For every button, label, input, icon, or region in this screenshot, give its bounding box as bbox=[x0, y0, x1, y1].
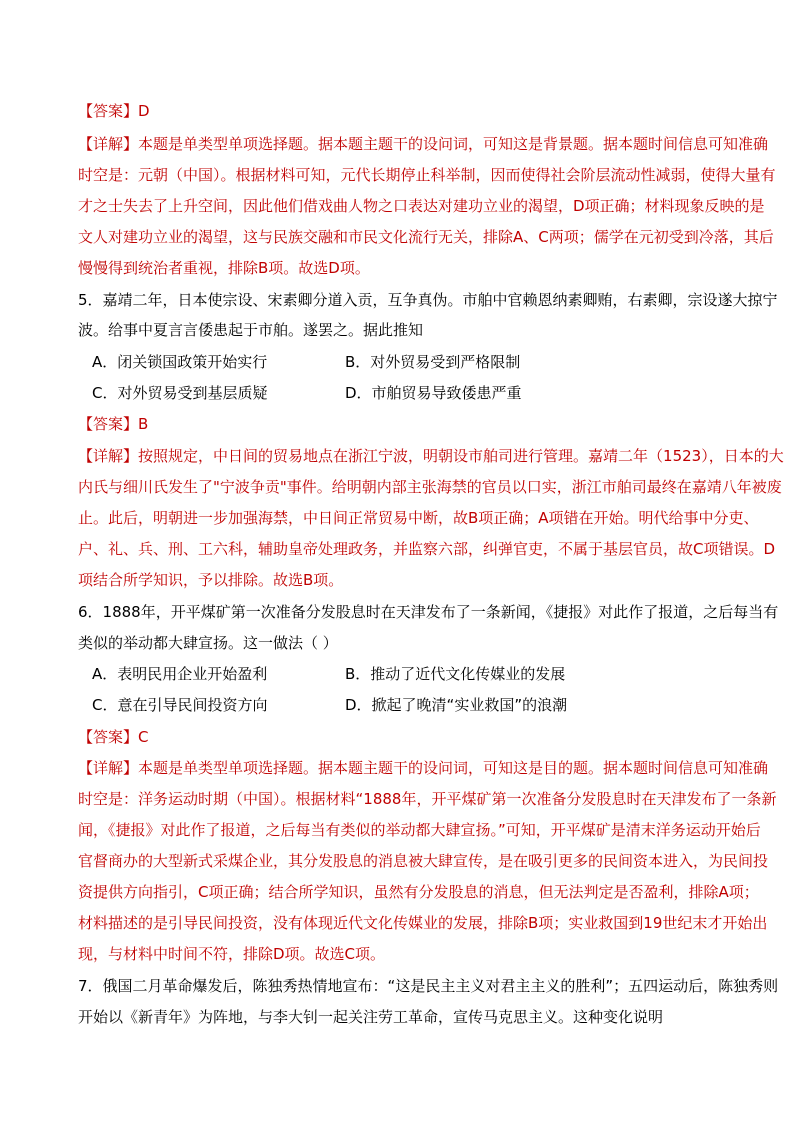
q6-explain-line: 现，与材料中时间不符，排除D项。故选C项。 bbox=[78, 945, 386, 963]
answer-value: B bbox=[138, 415, 149, 433]
q4-explain-line: 时空是：元朝（中国）。根据材料可知，元代长期停止科举制，因而使得社会阶层流动性减弱，使得大量有 bbox=[78, 166, 776, 184]
explain-tag: 【详解】 bbox=[78, 447, 139, 465]
explain-tag: 【详解】 bbox=[78, 135, 139, 153]
q4-explain-line: 慢慢得到统治者重视，排除B项。故选D项。 bbox=[78, 259, 370, 277]
q5-answer-line bbox=[78, 414, 148, 434]
answer-value: C bbox=[138, 728, 149, 746]
q5-explain-line: 内氏与细川氏发生了"宁波争贡"事件。给明朝内部主张海禁的官员以口实，浙江市舶司最终在嘉靖八年被废 bbox=[78, 478, 782, 496]
q5-explain-line bbox=[78, 446, 784, 466]
q6-explain-line: 官督商办的大型新式采煤企业，其分发股息的消息被大肆宣传，是在吸引更多的民间资本进入，为民间投 bbox=[78, 852, 769, 870]
q4-answer-line bbox=[78, 101, 150, 121]
answer-tag: 【答案】 bbox=[78, 102, 139, 120]
explain-tag: 【详解】 bbox=[78, 759, 139, 777]
answer-tag: 【答案】 bbox=[78, 728, 139, 746]
q6-option-c: C．意在引导民间投资方向 bbox=[92, 696, 268, 714]
answer-tag: 【答案】 bbox=[78, 415, 139, 433]
q7-stem-line: 7．俄国二月革命爆发后，陈独秀热情地宣布：“这是民主主义对君主主义的胜利”；五四运动后，陈独秀则 bbox=[78, 977, 779, 995]
q5-explain-line: 户、礼、兵、刑、工六科，辅助皇帝处理政务，并监察六部，纠弹官吏，不属于基层官员，故C项错误。D bbox=[78, 540, 776, 558]
q7-stem-line: 开始以《新青年》为阵地，与李大钊一起关注劳工革命，宣传马克思主义。这种变化说明 bbox=[78, 1008, 664, 1026]
q6-explain-line: 资提供方向指引，C项正确；结合所学知识，虽然有分发股息的消息，但无法判定是否盈利，排除A项； bbox=[78, 883, 759, 901]
q5-option-b: B．对外贸易受到严格限制 bbox=[345, 353, 521, 371]
q6-stem-line: 6．1888年，开平煤矿第一次准备分发股息时在天津发布了一条新闻，《捷报》对此作了报道，之后每当有 bbox=[78, 603, 779, 621]
q4-explain-line: 文人对建功立业的渴望，这与民族交融和市民文化流行无关，排除A、C两项；儒学在元初受到冷落，其后 bbox=[78, 228, 774, 246]
q6-option-a: A．表明民用企业开始盈利 bbox=[92, 665, 268, 683]
answer-value: D bbox=[138, 102, 150, 120]
q5-option-c: C．对外贸易受到基层质疑 bbox=[92, 384, 268, 402]
explain-text: 本题是单类型单项选择题。据本题主题干的设问词，可知这是背景题。据本题时间信息可知准确 bbox=[138, 135, 769, 153]
explain-text: 按照规定，中日间的贸易地点在浙江宁波，明朝设市舶司进行管理。嘉靖二年（1523），日本的大 bbox=[138, 447, 784, 465]
q5-stem-line: 波。给事中夏言言倭患起于市舶。遂罢之。据此推知 bbox=[78, 321, 424, 339]
q4-explain-line: 才之士失去了上升空间，因此他们借戏曲人物之口表达对建功立业的渴望，D项正确；材料现象反映的是 bbox=[78, 197, 765, 215]
q6-explain-line: 时空是：洋务运动时期（中国）。根据材料“1888年，开平煤矿第一次准备分发股息时在天津发布了一条新 bbox=[78, 790, 777, 808]
q5-option-a: A．闭关锁国政策开始实行 bbox=[92, 353, 268, 371]
q5-option-d: D．市舶贸易导致倭患严重 bbox=[345, 384, 522, 402]
q5-stem-line: 5．嘉靖二年，日本使宗设、宋素卿分道入贡，互争真伪。市舶中官赖恩纳素卿贿，右素卿，宗设遂大掠宁 bbox=[78, 291, 778, 309]
q6-explain-line: 闻，《捷报》对此作了报道，之后每当有类似的举动都大肆宣扬。”可知，开平煤矿是清末洋务运动开始后 bbox=[78, 821, 761, 839]
q6-answer-line bbox=[78, 727, 149, 747]
q5-explain-line: 项结合所学知识，予以排除。故选B项。 bbox=[78, 571, 344, 589]
explain-text: 本题是单类型单项选择题。据本题主题干的设问词，可知这是目的题。据本题时间信息可知准确 bbox=[138, 759, 769, 777]
q6-explain-line bbox=[78, 758, 768, 778]
q6-option-b: B．推动了近代文化传媒业的发展 bbox=[345, 665, 566, 683]
q6-explain-line: 材料描述的是引导民间投资，没有体现近代文化传媒业的发展，排除B项；实业救国到19世纪末才开始出 bbox=[78, 914, 768, 932]
q6-option-d: D．掀起了晚清“实业救国”的浪潮 bbox=[345, 696, 568, 714]
q6-stem-line: 类似的举动都大肆宣扬。这一做法（ ） bbox=[78, 634, 338, 652]
q4-explain-line bbox=[78, 134, 768, 154]
q5-explain-line: 止。此后，明朝进一步加强海禁，中日间正常贸易中断，故B项正确；A项错在开始。明代给事中分吏、 bbox=[78, 509, 759, 527]
